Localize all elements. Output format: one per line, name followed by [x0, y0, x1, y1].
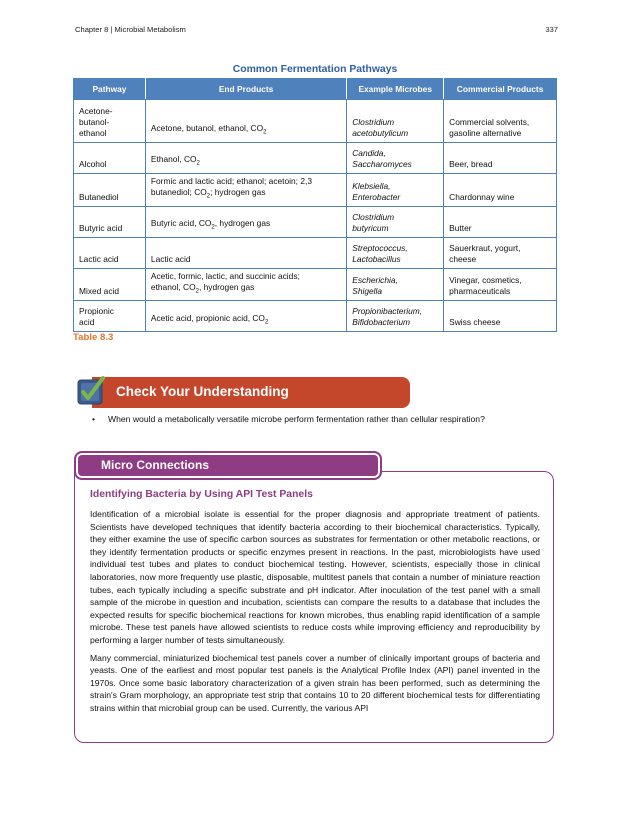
end-products-cell [145, 237, 346, 268]
check-understanding-list [92, 414, 485, 424]
microbes-cell: Clostridium acetobutylicum [347, 100, 444, 143]
end-products-cell [145, 143, 346, 174]
table-row [74, 268, 557, 301]
end-products-text: Ethanol, CO [150, 154, 197, 165]
table-header-row [74, 79, 557, 100]
subscript: 2 [264, 319, 269, 326]
micro-connections-heading: Identifying Bacteria by Using API Test Panels [90, 489, 313, 500]
table-row [74, 237, 557, 268]
end-products-tail: ; hydrogen gas [210, 187, 266, 197]
end-products-cell [145, 268, 346, 301]
table-row [74, 301, 557, 332]
end-products-text: Butyric acid, CO [150, 218, 212, 228]
pathway-cell: Acetone- butanol- ethanol [74, 100, 146, 143]
end-products-cell [145, 174, 346, 207]
chapter-title: Chapter 8 | Microbial Metabolism [75, 25, 186, 34]
micro-connections-body [90, 508, 540, 720]
pathway-cell: Mixed acid [74, 268, 146, 301]
microbes-cell: Streptococcus, Lactobacillus [347, 237, 444, 268]
subscript: 2 [263, 130, 267, 136]
commercial-cell: Beer, bread [444, 143, 557, 174]
table-title: Common Fermentation Pathways [232, 64, 398, 75]
commercial-cell: Vinegar, cosmetics, pharmaceuticals [444, 268, 557, 301]
microbes-cell: Candida, Saccharomyces [347, 143, 444, 174]
pathway-cell: Butanediol [74, 174, 146, 207]
page-number: 337 [545, 25, 558, 34]
check-understanding-title: Check Your Understanding [116, 384, 289, 399]
pathway-cell: Lactic acid [74, 237, 146, 268]
subscript: 2 [195, 288, 199, 295]
column-header: Example Microbes [347, 79, 444, 100]
body-paragraph: Identification of a microbial isolate is essential for the proper diagnosis and appropriate treatment of patients. Scientists have developed techniques that identify bacteria according to their biochemical characteristics. Typically, they either examine the use of specific carbon sources as substrates for fermentation or other metabolic reactions, or they identify fermentation products or specific enzymes present in reactions. In the past, microbiologists have used individual test tubes and plates to conduct biochemical testing. However, scientists, especially those in clinical laboratories, now more frequently use plastic, disposable, multitest panels that contain a number of miniature reaction tubes, each typically including a specific substrate and pH indicator. After inoculation of the test panel with a small sample of the microbe in question and incubation, scientists can compare the results to a database that includes the expected results for specific biochemical reactions for known microbes, thus enabling rapid identification of a sample microbe. These test panels have allowed scientists to reduce costs while improving efficiency and reproducibility by performing a larger number of tests simultaneously. [90, 509, 540, 645]
checkmark-box-icon [77, 375, 105, 406]
table-row [74, 143, 557, 174]
subscript: 2 [196, 161, 200, 167]
end-products-cell [145, 100, 346, 143]
table-body [74, 100, 557, 332]
subscript: 2 [206, 193, 211, 200]
table-row [74, 174, 557, 207]
commercial-cell: Swiss cheese [444, 301, 557, 332]
end-products-tail: , hydrogen gas [198, 281, 255, 292]
table-row [74, 100, 557, 143]
end-products-cell [145, 206, 346, 237]
end-products-cell [145, 301, 346, 332]
commercial-cell: Sauerkraut, yogurt, cheese [444, 237, 557, 268]
end-products-tail: , hydrogen gas [214, 218, 271, 228]
end-products-text: Acetic, formic, lactic, and succinic acids; ethanol, CO [150, 270, 300, 292]
end-products-text: Lactic acid [150, 253, 191, 264]
commercial-cell: Commercial solvents, gasoline alternative [444, 100, 557, 143]
micro-connections-title: Micro Connections [101, 458, 210, 472]
end-products-text: Acetic acid, propionic acid, CO [150, 312, 265, 323]
column-header: Pathway [74, 79, 146, 100]
body-paragraph: Many commercial, miniaturized biochemical test panels cover a number of clinically important groups of bacteria and yeasts. One of the earliest and most popular test panels is the Analytical Profile Index (API) panel invented in the 1970s. Once some basic laboratory characterization of a given strain has been performed, such as determining the strain's Gram morphology, an appropriate test strip that contains 10 to 20 different biochemical tests for differentiating strains within that microbial group can be used. Currently, the various API [90, 652, 540, 713]
microbes-cell: Klebsiella, Enterobacter [347, 174, 444, 207]
end-products-text: Acetone, butanol, ethanol, CO [150, 123, 264, 134]
end-products-text: Formic and lactic acid; ethanol; acetoin; 2,3 butanediol; CO [150, 176, 312, 197]
subscript: 2 [211, 224, 215, 231]
microbes-cell: Escherichia, Shigella [347, 268, 444, 301]
pathway-cell: Alcohol [74, 143, 146, 174]
column-header: End Products [145, 79, 346, 100]
commercial-cell: Butter [444, 206, 557, 237]
column-header: Commercial Products [444, 79, 557, 100]
fermentation-table [73, 78, 557, 332]
pathway-cell: Propionic acid [74, 301, 146, 332]
pathway-cell: Butyric acid [74, 206, 146, 237]
table-label: Table 8.3 [73, 332, 114, 343]
table-row [74, 206, 557, 237]
commercial-cell: Chardonnay wine [444, 174, 557, 207]
list-item: • When would a metabolically versatile microbe perform fermentation rather than cellular respiration? [92, 414, 485, 424]
microbes-cell: Propionibacterium, Bifidobacterium [347, 301, 444, 332]
microbes-cell: Clostridium butyricum [347, 206, 444, 237]
page-header [75, 25, 558, 34]
